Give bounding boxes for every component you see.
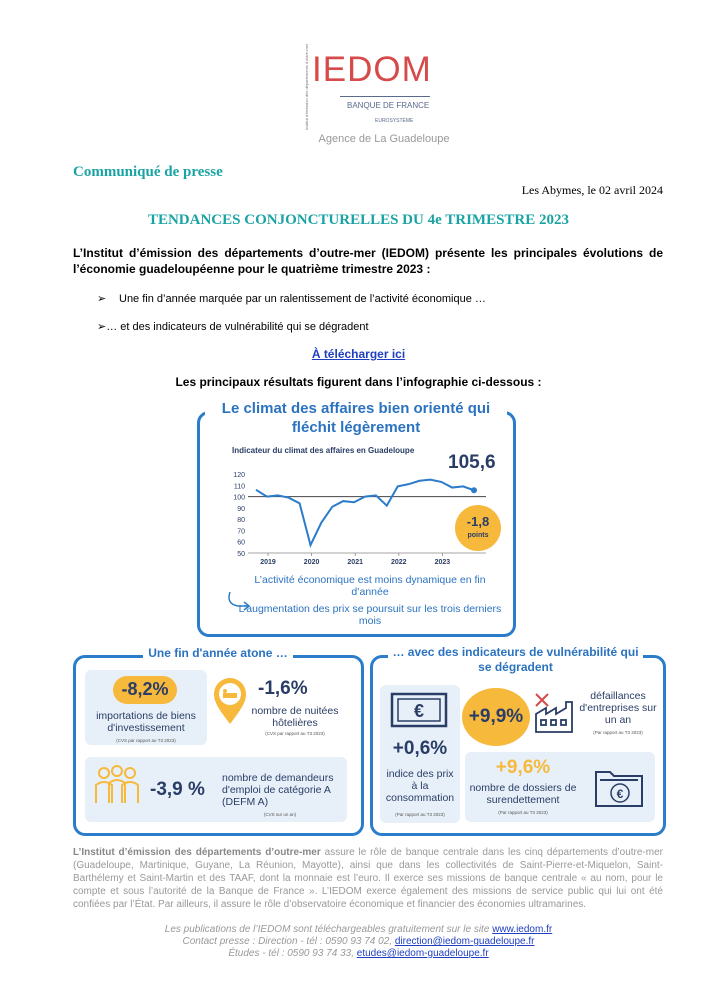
failures-label: défaillances d'entreprises sur un an bbox=[579, 690, 657, 726]
failures-value: +9,9% bbox=[468, 706, 524, 727]
y-tick-label: 120 bbox=[233, 472, 245, 479]
footer-paragraph bbox=[73, 846, 663, 911]
direction-email-link[interactable]: direction@iedom-guadeloupe.fr bbox=[394, 936, 535, 947]
note-prices: L’augmentation des prix se poursuit sur les trois derniers mois bbox=[238, 603, 502, 627]
agency-name: Agence de La Guadeloupe bbox=[318, 133, 450, 145]
svg-text:€: € bbox=[413, 701, 425, 721]
nights-label: nombre de nuitées hôtelières bbox=[251, 705, 339, 729]
euro-banknote-icon bbox=[390, 690, 448, 730]
x-tick-label: 2023 bbox=[434, 559, 451, 566]
overindebtedness-label: nombre de dossiers de surendettement bbox=[469, 782, 577, 806]
download-link[interactable]: À télécharger ici bbox=[311, 347, 406, 361]
svg-text:€: € bbox=[616, 787, 624, 801]
date: Les Abymes, le 02 avril 2024 bbox=[521, 183, 663, 197]
etudes-email-link[interactable]: etudes@iedom-guadeloupe.fr bbox=[356, 948, 489, 959]
bullet-2 bbox=[97, 320, 369, 333]
y-tick-label: 110 bbox=[233, 483, 245, 491]
y-tick-label: 60 bbox=[237, 539, 245, 547]
arrow-bullet-icon: ➢ bbox=[97, 293, 107, 305]
website-link[interactable]: www.iedom.fr bbox=[492, 924, 553, 935]
prices-value: +0,6% bbox=[392, 738, 448, 759]
press-title: Communiqué de presse bbox=[73, 164, 223, 180]
prices-note: (Par rapport au T3 2023) bbox=[395, 812, 445, 817]
people-icon bbox=[90, 763, 144, 809]
bullet-text: … et des indicateurs de vulnérabilité qui se dégradent bbox=[106, 321, 369, 333]
jobseekers-value: -3,9 % bbox=[150, 779, 205, 800]
overindebtedness-note: (Par rapport au T3 2023) bbox=[498, 810, 548, 815]
iedom-logo: IEDOM bbox=[312, 50, 432, 89]
x-tick-label: 2020 bbox=[303, 559, 320, 566]
intro-paragraph: L’Institut d’émission des départements d’outre-mer (IEDOM) présente les principales évolutions de l’économie guadeloupéenne pour le quatrième trimestre 2023 : bbox=[73, 246, 663, 276]
failures-note: (Par rapport au T3 2023) bbox=[593, 730, 643, 735]
x-tick-label: 2019 bbox=[260, 559, 276, 566]
chart-title: Indicateur du climat des affaires en Guadeloupe bbox=[232, 446, 415, 455]
y-tick-label: 90 bbox=[237, 505, 245, 513]
jobseekers-label: nombre de demandeurs d'emploi de catégorie A (DEFM A) bbox=[222, 772, 334, 808]
contact-text: Études - tél : 0590 93 74 33, bbox=[228, 948, 357, 959]
jobseekers-note: (CVS sur un an) bbox=[263, 812, 297, 817]
logo-side-text: Institut d'émission des départements d'outre-mer bbox=[304, 43, 309, 130]
delta-value: -1,8 bbox=[466, 514, 490, 529]
logo-divider bbox=[340, 96, 430, 97]
y-tick-label: 70 bbox=[237, 528, 245, 536]
results-intro: Les principaux résultats figurent dans l’infographie ci-dessous : bbox=[175, 375, 542, 389]
hotel-pin-icon bbox=[210, 676, 250, 726]
bullet-1 bbox=[97, 292, 486, 305]
x-tick-label: 2021 bbox=[347, 559, 363, 566]
panel3-title: … avec des indicateurs de vulnérabilité qui se dégradent bbox=[388, 645, 643, 675]
main-title: TENDANCES CONJONCTURELLES DU 4e TRIMESTRE 2023 bbox=[147, 212, 570, 228]
climate-value: 105,6 bbox=[448, 452, 496, 473]
footer-bold: L’Institut d’émission des départements d’outre-mer bbox=[73, 847, 321, 858]
overindebtedness-value: +9,6% bbox=[495, 757, 551, 778]
series-line bbox=[256, 480, 474, 545]
y-tick-label: 50 bbox=[237, 551, 245, 558]
prices-label: indice des prix à la consommation bbox=[385, 768, 455, 804]
imports-label: importations de biens d'investissement bbox=[96, 710, 196, 734]
imports-note: (CVS par rapport au T3 2023) bbox=[116, 738, 176, 743]
nights-value: -1,6% bbox=[258, 678, 308, 699]
arrow-bullet-icon: ➢ bbox=[97, 321, 107, 333]
delta-unit: points bbox=[467, 532, 489, 539]
contact-line-3 bbox=[0, 948, 717, 960]
contact-text: Les publications de l’IEDOM sont téléchargeables gratuitement sur le site bbox=[164, 924, 493, 935]
note-activity: L’activité économique est moins dynamique en fin d’année bbox=[254, 574, 486, 598]
panel2-title: Une fin d'année atone … bbox=[143, 646, 293, 660]
y-tick-label: 100 bbox=[233, 494, 245, 502]
bullet-text: Une fin d’année marquée par un ralentissement de l’activité économique … bbox=[119, 293, 486, 305]
contact-line-2 bbox=[0, 936, 717, 948]
logo-eurosystem: EUROSYSTÈME bbox=[375, 118, 414, 124]
contact-line-1 bbox=[0, 924, 717, 936]
x-tick-label: 2022 bbox=[391, 559, 407, 566]
imports-value: -8,2% bbox=[121, 679, 169, 699]
nights-note: (CVS par rapport au T3 2023) bbox=[265, 731, 325, 736]
logo-bdf: BANQUE DE FRANCE bbox=[347, 101, 430, 110]
contact-text: Contact presse : Direction - tél : 0590 93 74 02, bbox=[182, 936, 395, 947]
y-tick-label: 80 bbox=[237, 517, 245, 525]
folder-euro-icon bbox=[592, 762, 648, 810]
last-point bbox=[471, 487, 477, 493]
factory-failure-icon bbox=[532, 688, 580, 736]
footer-text: assure le rôle de banque centrale dans les cinq départements d’outre-mer (Guadeloupe, Martinique, Guyane, La Réunion, Mayotte), ainsi que dans les collectivités de Saint-Pierre-et-Miquelon, Saint-Barthélemy et Saint-Martin et des TAAF, dont la monnaie est l’euro. Il exerce ses missions de banque centrale « au nom, pour le compte et sous l’autorité de la Banque de France ». L’IEDOM exerce également des missions de service public qui lui ont été confiées par l’État. Par ailleurs, il assure le rôle d’observatoire économique et financier des économies ultramarines. bbox=[73, 847, 663, 910]
panel1-title: Le climat des affaires bien orienté qui fléchit légèrement bbox=[205, 399, 507, 437]
